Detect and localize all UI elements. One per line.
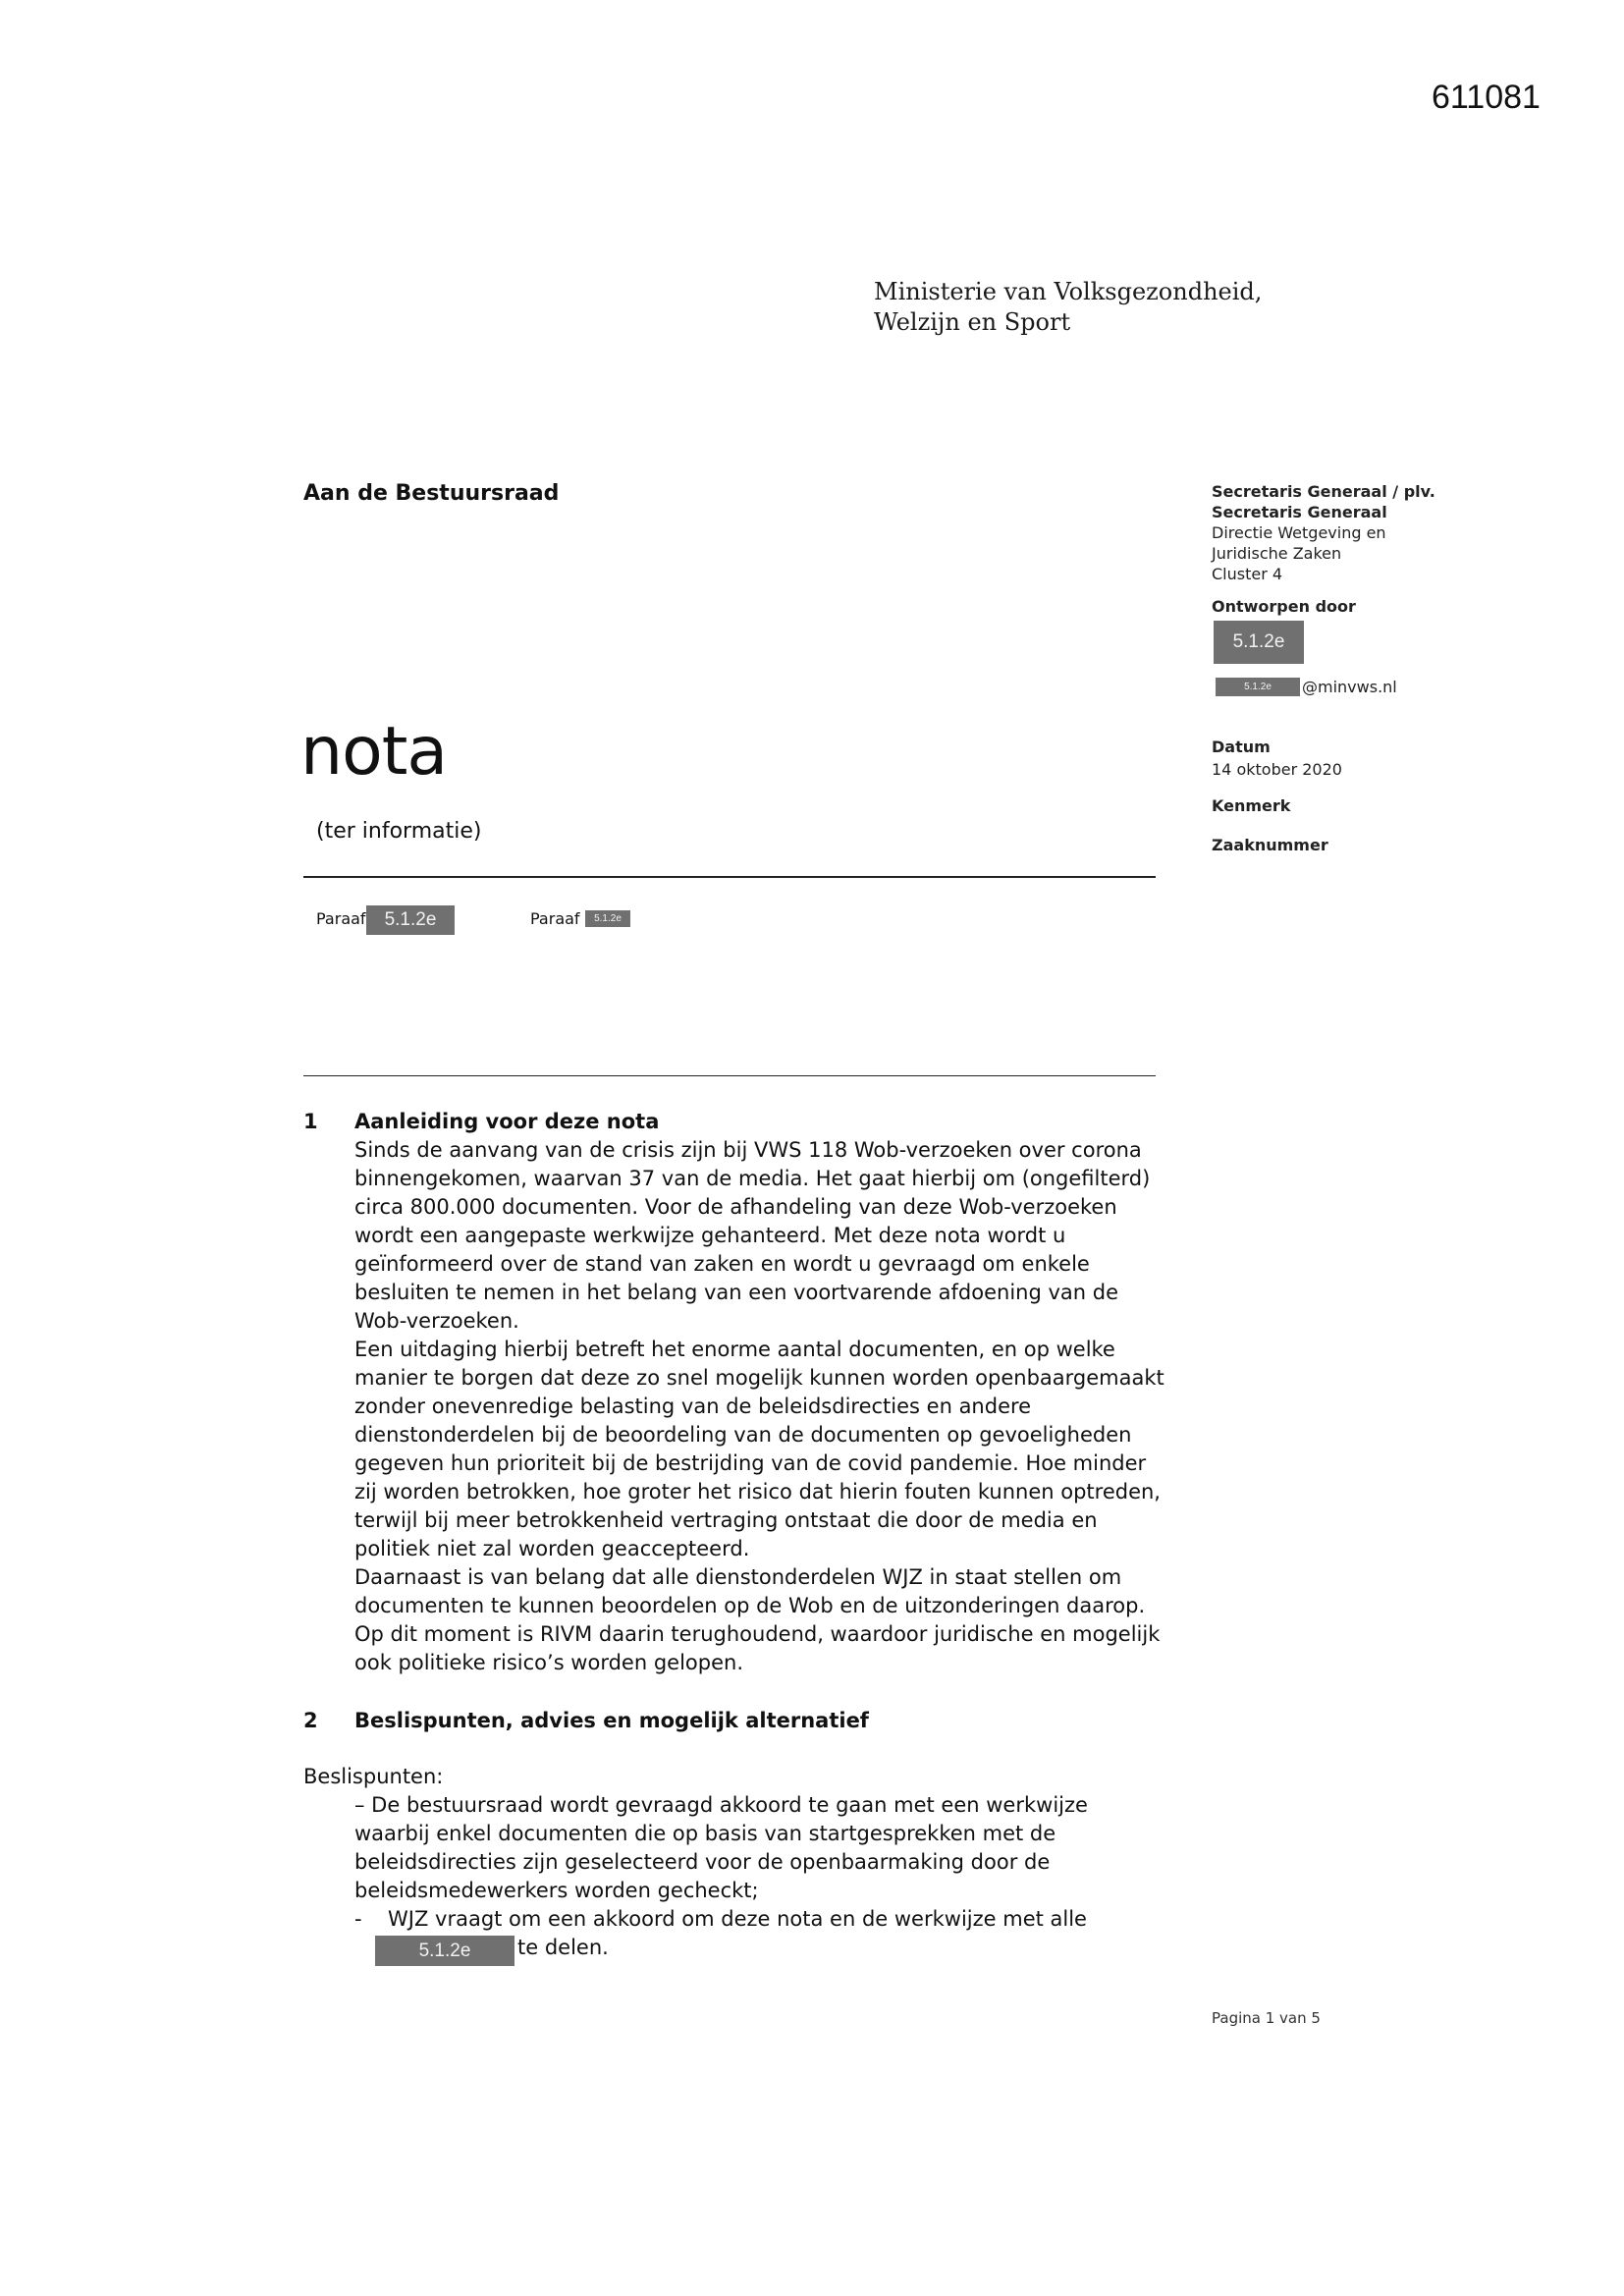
zaaknummer-label: Zaaknummer <box>1212 836 1328 854</box>
body-line: politiek niet zal worden geaccepteerd. <box>354 1537 750 1560</box>
body-line: manier te borgen dat deze zo snel mogelijk kunnen worden openbaargemaakt <box>354 1366 1164 1390</box>
bullet-2-line-1: WJZ vraagt om een akkoord om deze nota en de werkwijze met alle <box>388 1907 1087 1931</box>
bullet-2-line-2: te delen. <box>517 1936 609 1959</box>
document-number: 611081 <box>1432 79 1541 116</box>
redaction-box: 5.1.2e <box>1214 621 1304 664</box>
designed-by-label: Ontworpen door <box>1212 597 1356 616</box>
body-line: zonder onevenredige belasting van de beleidsdirecties en andere <box>354 1394 1032 1418</box>
redaction-box: 5.1.2e <box>366 905 455 935</box>
email-suffix: @minvws.nl <box>1302 678 1397 696</box>
section-title: Aanleiding voor deze nota <box>354 1110 660 1133</box>
body-line: besluiten te nemen in het belang van een voortvarende afdoening van de <box>354 1281 1119 1304</box>
body-line: gegeven hun prioriteit bij de bestrijding van de covid pandemie. Hoe minder <box>354 1451 1147 1475</box>
sender-line-4: Juridische Zaken <box>1212 544 1342 563</box>
redaction-box: 5.1.2e <box>1216 678 1300 696</box>
paraaf-label-1: Paraaf <box>316 909 366 928</box>
sender-line-5: Cluster 4 <box>1212 565 1283 583</box>
addressee: Aan de Bestuursraad <box>303 481 560 506</box>
sender-block <box>1212 481 1435 584</box>
paraaf-label-2: Paraaf <box>530 909 580 928</box>
sender-line-2: Secretaris Generaal <box>1212 503 1387 521</box>
divider <box>303 1075 1156 1076</box>
body-line: wordt een aangepaste werkwijze gehanteerd. Met deze nota wordt u <box>354 1224 1066 1247</box>
section-1 <box>303 1108 1187 1677</box>
section-number: 1 <box>303 1110 318 1133</box>
beslispunten-label: Beslispunten: <box>303 1765 444 1788</box>
date-value: 14 oktober 2020 <box>1212 760 1342 779</box>
sender-line-3: Directie Wetgeving en <box>1212 523 1386 542</box>
section-number: 2 <box>303 1709 318 1732</box>
bullet-1 <box>354 1791 1088 1905</box>
divider <box>303 876 1156 878</box>
section-body <box>354 1136 1164 1677</box>
body-line: ook politieke risico’s worden gelopen. <box>354 1651 743 1674</box>
bullet-line: beleidsdirecties zijn geselecteerd voor de openbaarmaking door de <box>354 1850 1051 1874</box>
body-line: Op dit moment is RIVM daarin terughoudend, waardoor juridische en mogelijk <box>354 1622 1161 1646</box>
bullet-line: – De bestuursraad wordt gevraagd akkoord te gaan met een werkwijze <box>354 1793 1088 1817</box>
body-line: terwijl bij meer betrokkenheid vertraging ontstaat die door de media en <box>354 1508 1098 1532</box>
body-line: geïnformeerd over de stand van zaken en wordt u gevraagd om enkele <box>354 1252 1090 1276</box>
body-line: zij worden betrokken, hoe groter het risico dat hierin fouten kunnen optreden, <box>354 1480 1161 1503</box>
body-line: Een uitdaging hierbij betreft het enorme aantal documenten, en op welke <box>354 1338 1115 1361</box>
bullet-2-dash: - <box>354 1907 362 1931</box>
body-line: circa 800.000 documenten. Voor de afhandeling van deze Wob-verzoeken <box>354 1195 1117 1219</box>
ministry-line-1: Ministerie van Volksgezondheid, <box>874 278 1263 305</box>
bullet-line: beleidsmedewerkers worden gecheckt; <box>354 1879 759 1902</box>
sender-line-1: Secretaris Generaal / plv. <box>1212 482 1435 501</box>
body-line: Wob-verzoeken. <box>354 1309 519 1333</box>
redaction-box: 5.1.2e <box>585 910 630 927</box>
page-footer: Pagina 1 van 5 <box>1212 2009 1321 2027</box>
section-title: Beslispunten, advies en mogelijk alternatief <box>354 1709 869 1732</box>
ministry-logo-text <box>874 277 1262 338</box>
body-line: dienstonderdelen bij de beoordeling van de documenten op gevoeligheden <box>354 1423 1132 1447</box>
body-line: Daarnaast is van belang dat alle dienstonderdelen WJZ in staat stellen om <box>354 1565 1122 1589</box>
section-2 <box>303 1707 1187 1982</box>
document-subtitle: (ter informatie) <box>316 819 482 844</box>
kenmerk-label: Kenmerk <box>1212 796 1291 815</box>
body-line: documenten te kunnen beoordelen op de Wob en de uitzonderingen daarop. <box>354 1594 1146 1617</box>
document-title: nota <box>300 713 448 791</box>
body-line: Sinds de aanvang van de crisis zijn bij VWS 118 Wob-verzoeken over corona <box>354 1138 1142 1162</box>
body-line: binnengekomen, waarvan 37 van de media. Het gaat hierbij om (ongefilterd) <box>354 1167 1151 1190</box>
ministry-line-2: Welzijn en Sport <box>874 308 1071 336</box>
date-label: Datum <box>1212 738 1271 756</box>
bullet-line: waarbij enkel documenten die op basis van startgesprekken met de <box>354 1822 1056 1845</box>
redaction-box: 5.1.2e <box>375 1936 514 1966</box>
